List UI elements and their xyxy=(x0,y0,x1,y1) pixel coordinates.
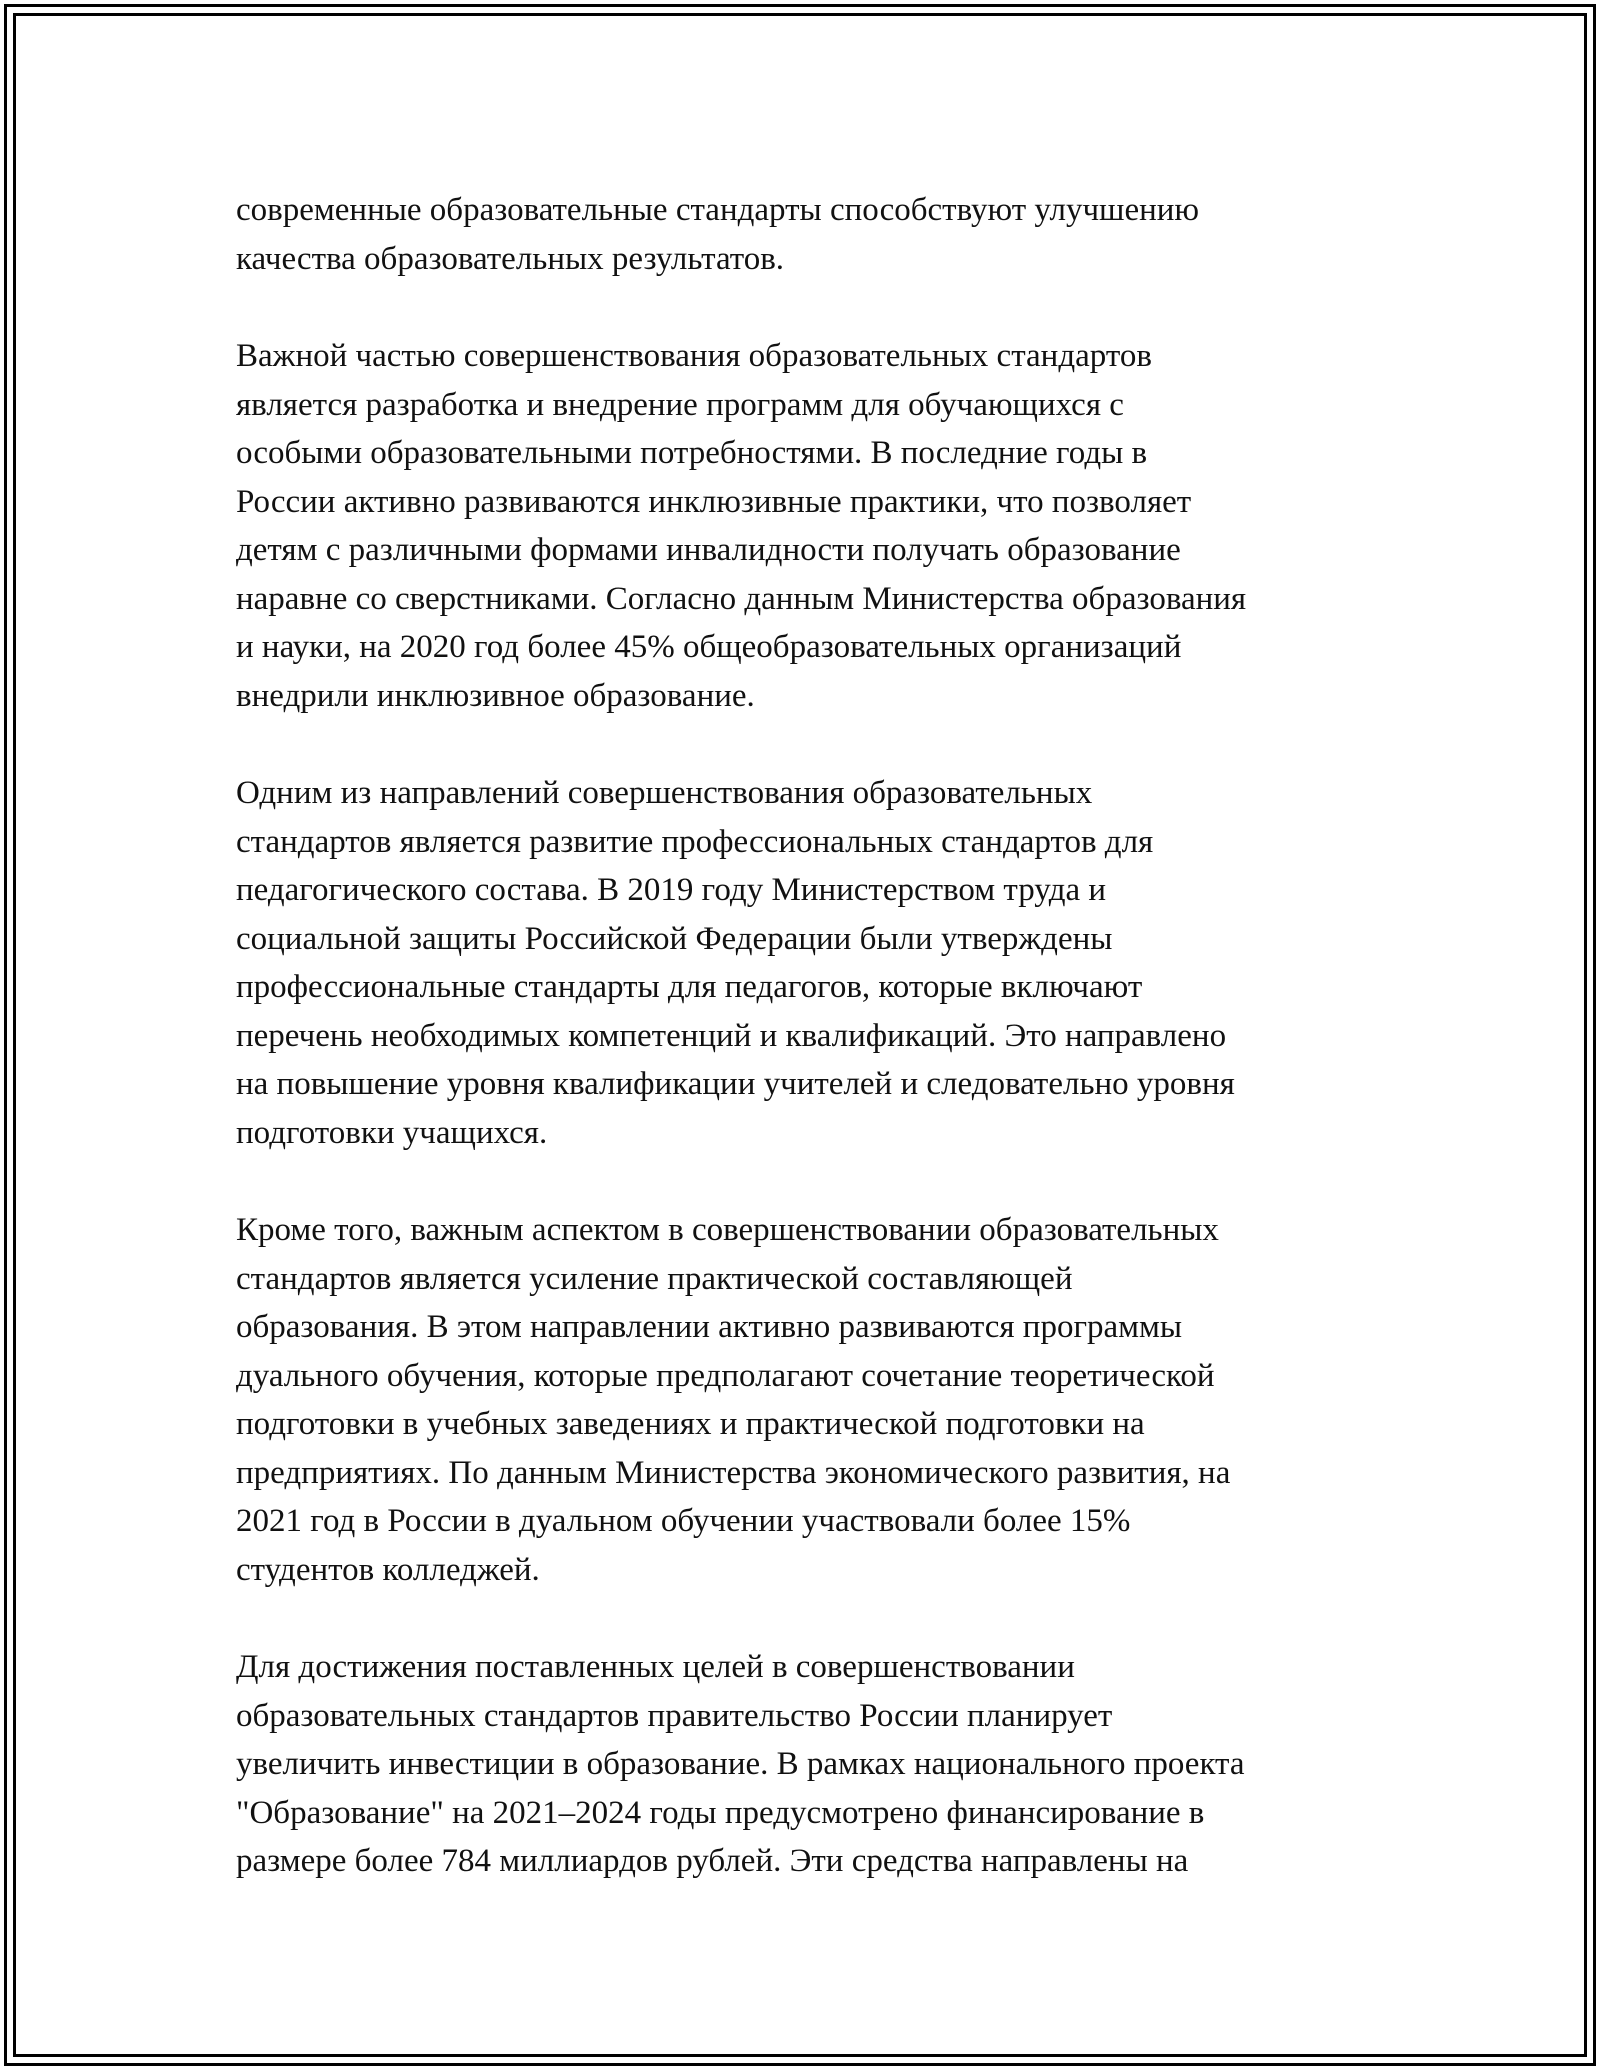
text-line: социальной защиты Российской Федерации были утверждены xyxy=(236,920,1113,957)
text-line: образовательных стандартов правительство России планирует xyxy=(236,1697,1113,1734)
text-line: детям с различными формами инвалидности получать образование xyxy=(236,532,1181,568)
paragraph-3 xyxy=(236,769,1406,1157)
text-line: наравне со сверстниками. Согласно данным Министерства образования xyxy=(236,580,1247,617)
text-line: подготовки в учебных заведениях и практической подготовки на xyxy=(236,1406,1145,1442)
text-line: и науки, на 2020 год более 45% общеобразовательных организаций xyxy=(236,629,1182,665)
text-line: внедрили инклюзивное образование. xyxy=(236,677,755,714)
text-line: дуального обучения, которые предполагают сочетание теоретической xyxy=(236,1357,1215,1394)
text-line: качества образовательных результатов. xyxy=(236,240,785,277)
paragraph-4 xyxy=(236,1206,1406,1594)
text-line: перечень необходимых компетенций и квалификаций. Это направлено xyxy=(236,1017,1227,1054)
text-line: Одним из направлений совершенствования образовательных xyxy=(236,775,1093,811)
paragraph-1 xyxy=(236,186,1406,283)
text-line: студентов колледжей. xyxy=(236,1551,540,1588)
paragraph-5 xyxy=(236,1643,1406,1886)
text-line: предприятиях. По данным Министерства экономического развития, на xyxy=(236,1454,1231,1491)
text-line: Кроме того, важным аспектом в совершенствовании образовательных xyxy=(236,1212,1219,1248)
text-line: стандартов является развитие профессиональных стандартов для xyxy=(236,823,1154,860)
text-line: увеличить инвестиции в образование. В рамках национального проекта xyxy=(236,1746,1245,1782)
text-line: 2021 год в России в дуальном обучении участвовали более 15% xyxy=(236,1503,1131,1539)
text-line: образования. В этом направлении активно развиваются программы xyxy=(236,1309,1183,1345)
paragraph-2 xyxy=(236,332,1406,720)
text-line: стандартов является усиление практической составляющей xyxy=(236,1260,1073,1297)
text-line: особыми образовательными потребностями. В последние годы в xyxy=(236,435,1148,471)
text-line: России активно развиваются инклюзивные практики, что позволяет xyxy=(236,483,1192,520)
text-line: подготовки учащихся. xyxy=(236,1114,548,1151)
text-line: профессиональные стандарты для педагогов, которые включают xyxy=(236,969,1143,1005)
text-line: Важной частью совершенствования образовательных стандартов xyxy=(236,338,1152,374)
text-line: размере более 784 миллиардов рублей. Эти средства направлены на xyxy=(236,1843,1189,1879)
text-line: педагогического состава. В 2019 году Министерством труда и xyxy=(236,872,1107,908)
text-line: на повышение уровня квалификации учителей и следовательно уровня xyxy=(236,1066,1235,1102)
text-line: является разработка и внедрение программ для обучающихся с xyxy=(236,386,1124,423)
text-line: современные образовательные стандарты способствуют улучшению xyxy=(236,192,1200,228)
text-line: "Образование" на 2021–2024 годы предусмотрено финансирование в xyxy=(236,1794,1205,1831)
document-body xyxy=(236,186,1406,1935)
text-line: Для достижения поставленных целей в совершенствовании xyxy=(236,1649,1075,1685)
